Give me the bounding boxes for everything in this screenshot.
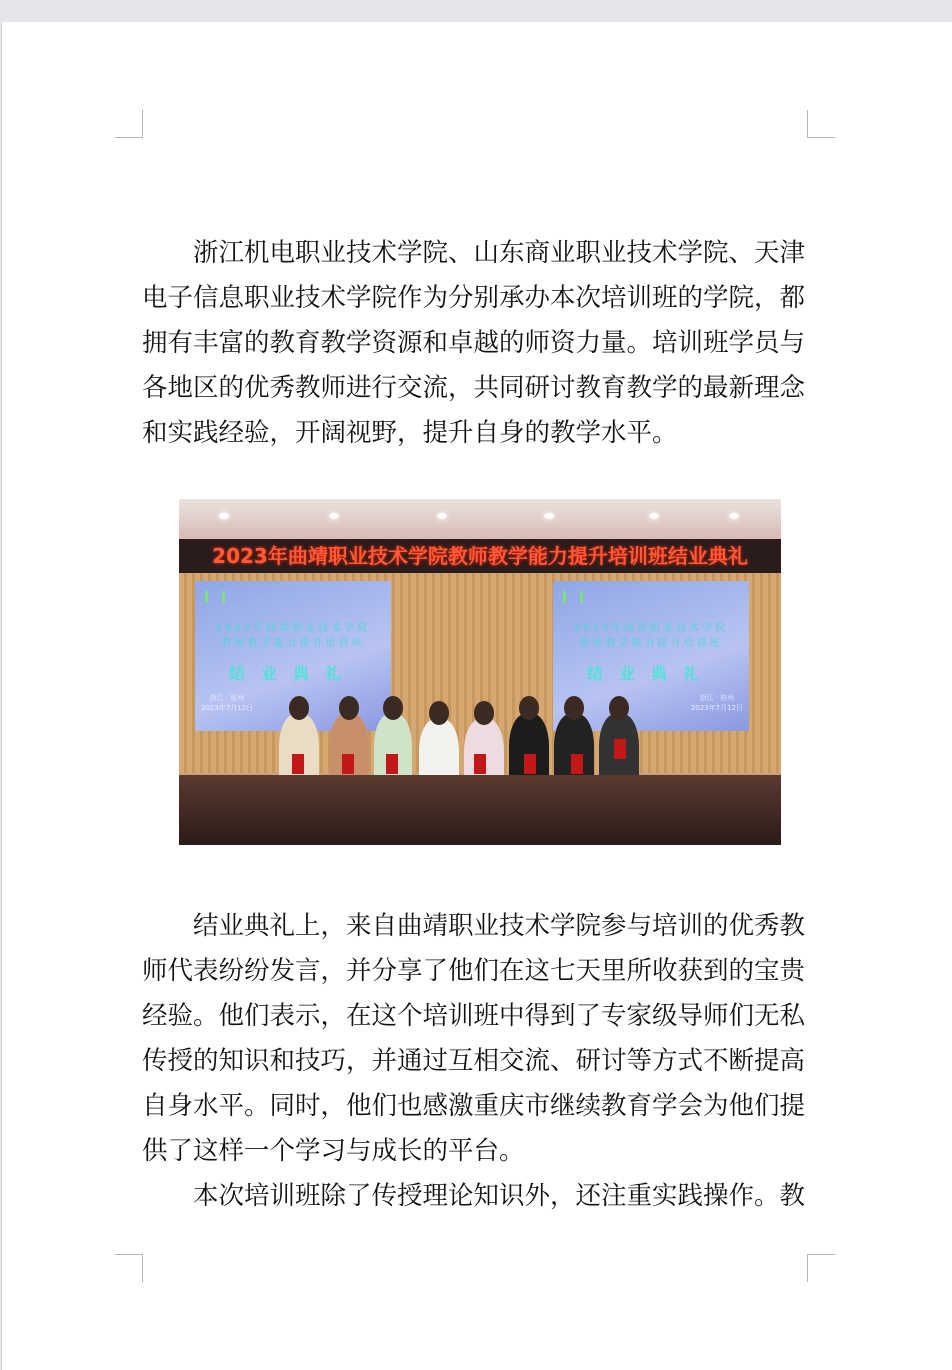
screen-place-date — [691, 693, 743, 713]
text-line: 自身水平。同时，他们也感激重庆市继续教育学会为他们提 — [142, 1091, 806, 1121]
led-banner: 2023年曲靖职业技术学院教师教学能力提升培训班结业典礼 — [179, 539, 781, 573]
screen-place-date — [201, 693, 253, 713]
text-line: 结业典礼上，来自曲靖职业技术学院参与培训的优秀教 — [193, 911, 806, 941]
paragraph-3 — [142, 1174, 812, 1219]
margin-mark-top-right — [807, 110, 835, 138]
screen-date: 2023年7月12日 — [690, 704, 743, 712]
ceremony-photo — [179, 499, 781, 845]
screen-place: 浙江 · 杭州 — [699, 694, 735, 702]
text-line: 电子信息职业技术学院作为分别承办本次培训班的学院，都 — [142, 283, 806, 313]
screen-text: 2023年曲靖职业技术学院 — [573, 623, 729, 634]
margin-mark-bottom-left — [115, 1254, 143, 1282]
text-line: 各地区的优秀教师进行交流，共同研讨教育教学的最新理念 — [142, 373, 806, 403]
audience — [179, 775, 781, 845]
screen-text: 教师教学能力提升培训班 — [221, 638, 365, 649]
screen-title: 结业典礼 — [228, 664, 357, 683]
screen-text: 教师教学能力提升培训班 — [579, 638, 723, 649]
screen-title: 结业典礼 — [586, 664, 715, 683]
logo-icon — [563, 591, 583, 603]
margin-mark-bottom-right — [807, 1254, 835, 1282]
toolbar-strip — [0, 0, 952, 22]
ceiling — [179, 499, 781, 541]
text-line: 传授的知识和技巧，并通过互相交流、研讨等方式不断提高 — [142, 1046, 806, 1076]
text-line: 浙江机电职业技术学院、山东商业职业技术学院、天津 — [193, 238, 806, 268]
screen-text: 2023年曲靖职业技术学院 — [215, 623, 371, 634]
text-line: 拥有丰富的教育教学资源和卓越的师资力量。培训班学员与 — [142, 328, 806, 358]
text-line: 本次培训班除了传授理论知识外，还注重实践操作。教 — [193, 1181, 806, 1211]
screen-place: 浙江 · 杭州 — [209, 694, 245, 702]
paragraph-2 — [142, 904, 812, 1174]
text-line: 经验。他们表示，在这个培训班中得到了专家级导师们无私 — [142, 1001, 806, 1031]
text-line: 和实践经验，开阔视野，提升自身的教学水平。 — [142, 418, 678, 448]
margin-mark-top-left — [115, 110, 143, 138]
paragraph-1 — [142, 231, 812, 456]
logo-icon — [205, 591, 225, 603]
text-line: 师代表纷纷发言，并分享了他们在这七天里所收获到的宝贵 — [142, 956, 806, 986]
screen-date: 2023年7月12日 — [201, 704, 254, 712]
text-line: 供了这样一个学习与成长的平台。 — [142, 1136, 525, 1166]
